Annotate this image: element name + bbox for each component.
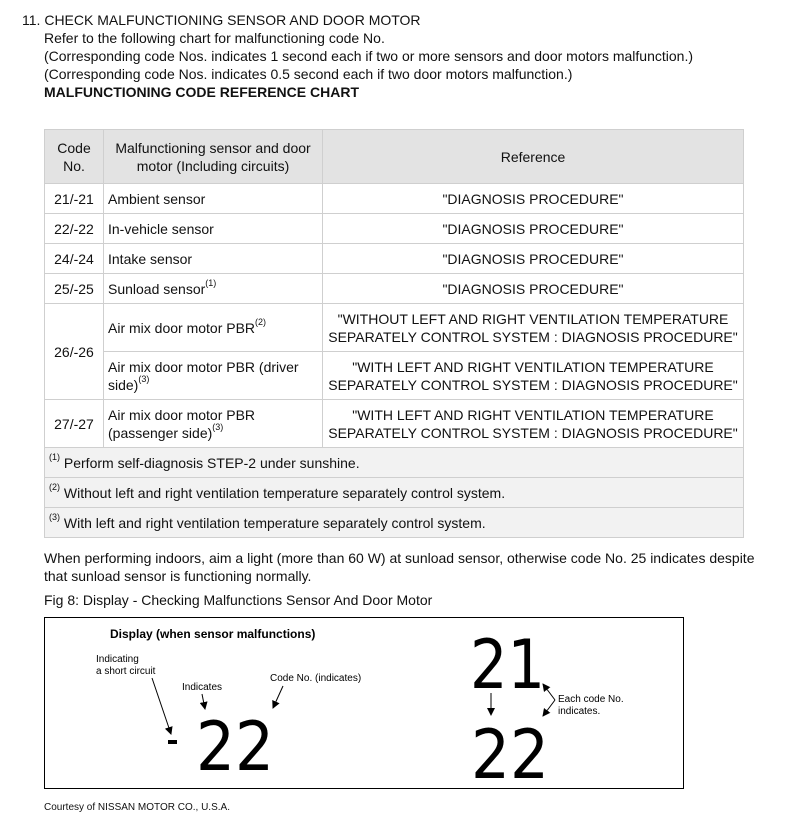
footnote-ref: (1) [205,277,217,288]
header-code: Code No. [45,130,104,184]
footnote-cell [45,448,744,478]
footnote-ref: (3) [212,421,224,432]
table-row [45,244,744,274]
sensor-name: In-vehicle sensor [108,220,214,237]
footnote-row [45,448,744,478]
sensor-name: Air mix door motor PBR [108,319,256,336]
footnote-text: With left and right ventilation temperature separately control system. [63,514,486,531]
minus-sign [168,740,177,744]
sensor-cell [104,304,323,352]
table-row [45,214,744,244]
short-circuit-arrow [152,678,171,734]
code-cell: 21/-21 [45,184,104,214]
footnote-ref: (2) [255,316,267,327]
chart-title: MALFUNCTIONING CODE REFERENCE CHART [44,84,359,100]
sensor-cell [104,400,323,448]
short-circuit-label: a short circuit [96,666,156,677]
display-figure [44,617,684,789]
sensor-name: Sunload sensor [108,280,206,297]
figure-caption: Fig 8: Display - Checking Malfunctions Sensor And Door Motor [44,592,433,608]
reference-cell: "DIAGNOSIS PROCEDURE" [323,244,744,274]
code-no-label: Code No. (indicates) [270,673,362,684]
each-code-label: Each code No. [558,694,624,705]
code-cell: 27/-27 [45,400,104,448]
footnote-mark: (3) [49,511,60,522]
sensor-cell [104,244,323,274]
footnote-ref: (3) [138,373,150,384]
sensor-cell [104,184,323,214]
instruction-line: (Corresponding code Nos. indicates 0.5 second each if two door motors malfunction.) [44,66,573,82]
reference-cell: "WITH LEFT AND RIGHT VENTILATION TEMPERATURE SEPARATELY CONTROL SYSTEM : DIAGNOSIS PROCEDURE" [323,400,744,448]
instruction-line: (Corresponding code Nos. indicates 1 second each if two or more sensors and door motors malfunction.) [44,48,693,64]
indoor-note-paragraph: When performing indoors, aim a light (more than 60 W) at sunload sensor, otherwise code No. 25 indicates despite that sunload sensor is functioning normally. [44,550,755,584]
short-circuit-label: Indicating [96,654,139,665]
step-number: 11. [22,12,41,28]
footnote-cell [45,508,744,538]
sensor-cell [104,214,323,244]
footnote-mark: (1) [49,451,60,462]
footnote-text: Without left and right ventilation temperature separately control system. [63,484,506,501]
code-cell: 25/-25 [45,274,104,304]
table-row [45,274,744,304]
courtesy-note: Courtesy of NISSAN MOTOR CO., U.S.A. [44,802,230,813]
code-reference-table [44,129,744,538]
footnote-row [45,478,744,508]
right-code-bottom: 22 [471,716,549,790]
step-header [22,11,693,101]
code-no-arrow [273,686,283,708]
sensor-name: Air mix door motor PBR (passenger side) [108,406,256,441]
code-cell: 26/-26 [45,304,104,400]
sensor-name: Ambient sensor [108,190,206,207]
indicates-arrow [202,694,205,709]
step-title: CHECK MALFUNCTIONING SENSOR AND DOOR MOTOR [44,12,421,28]
header-reference: Reference [323,130,744,184]
reference-cell: "DIAGNOSIS PROCEDURE" [323,214,744,244]
code-cell: 22/-22 [45,214,104,244]
reference-cell: "WITHOUT LEFT AND RIGHT VENTILATION TEMPERATURE SEPARATELY CONTROL SYSTEM : DIAGNOSIS PROCEDURE" [323,304,744,352]
right-code-top: 21 [470,626,545,705]
sensor-cell [104,274,323,304]
each-code-label: indicates. [558,706,601,717]
indicates-label: Indicates [182,682,223,693]
header-sensor: Malfunctioning sensor and door motor (Including circuits) [104,130,323,184]
code-cell: 24/-24 [45,244,104,274]
reference-cell: "DIAGNOSIS PROCEDURE" [323,184,744,214]
footnote-cell [45,478,744,508]
footnote-mark: (2) [49,481,60,492]
table-row [45,352,744,400]
instruction-line: Refer to the following chart for malfunctioning code No. [44,30,385,46]
table-row [45,304,744,352]
sensor-name: Air mix door motor PBR (driver side) [108,358,299,393]
reference-cell: "DIAGNOSIS PROCEDURE" [323,274,744,304]
reference-cell: "WITH LEFT AND RIGHT VENTILATION TEMPERATURE SEPARATELY CONTROL SYSTEM : DIAGNOSIS PROCEDURE" [323,352,744,400]
table-row [45,184,744,214]
step-title-line [22,11,693,29]
table-row [45,400,744,448]
footnote-row [45,508,744,538]
left-code-digits: 22 [196,708,274,787]
sensor-cell [104,352,323,400]
sensor-name: Intake sensor [108,250,193,267]
display-diagram [45,618,685,790]
figure-title: Display (when sensor malfunctions) [110,627,316,641]
footnote-text: Perform self-diagnosis STEP-2 under sunshine. [63,454,360,471]
